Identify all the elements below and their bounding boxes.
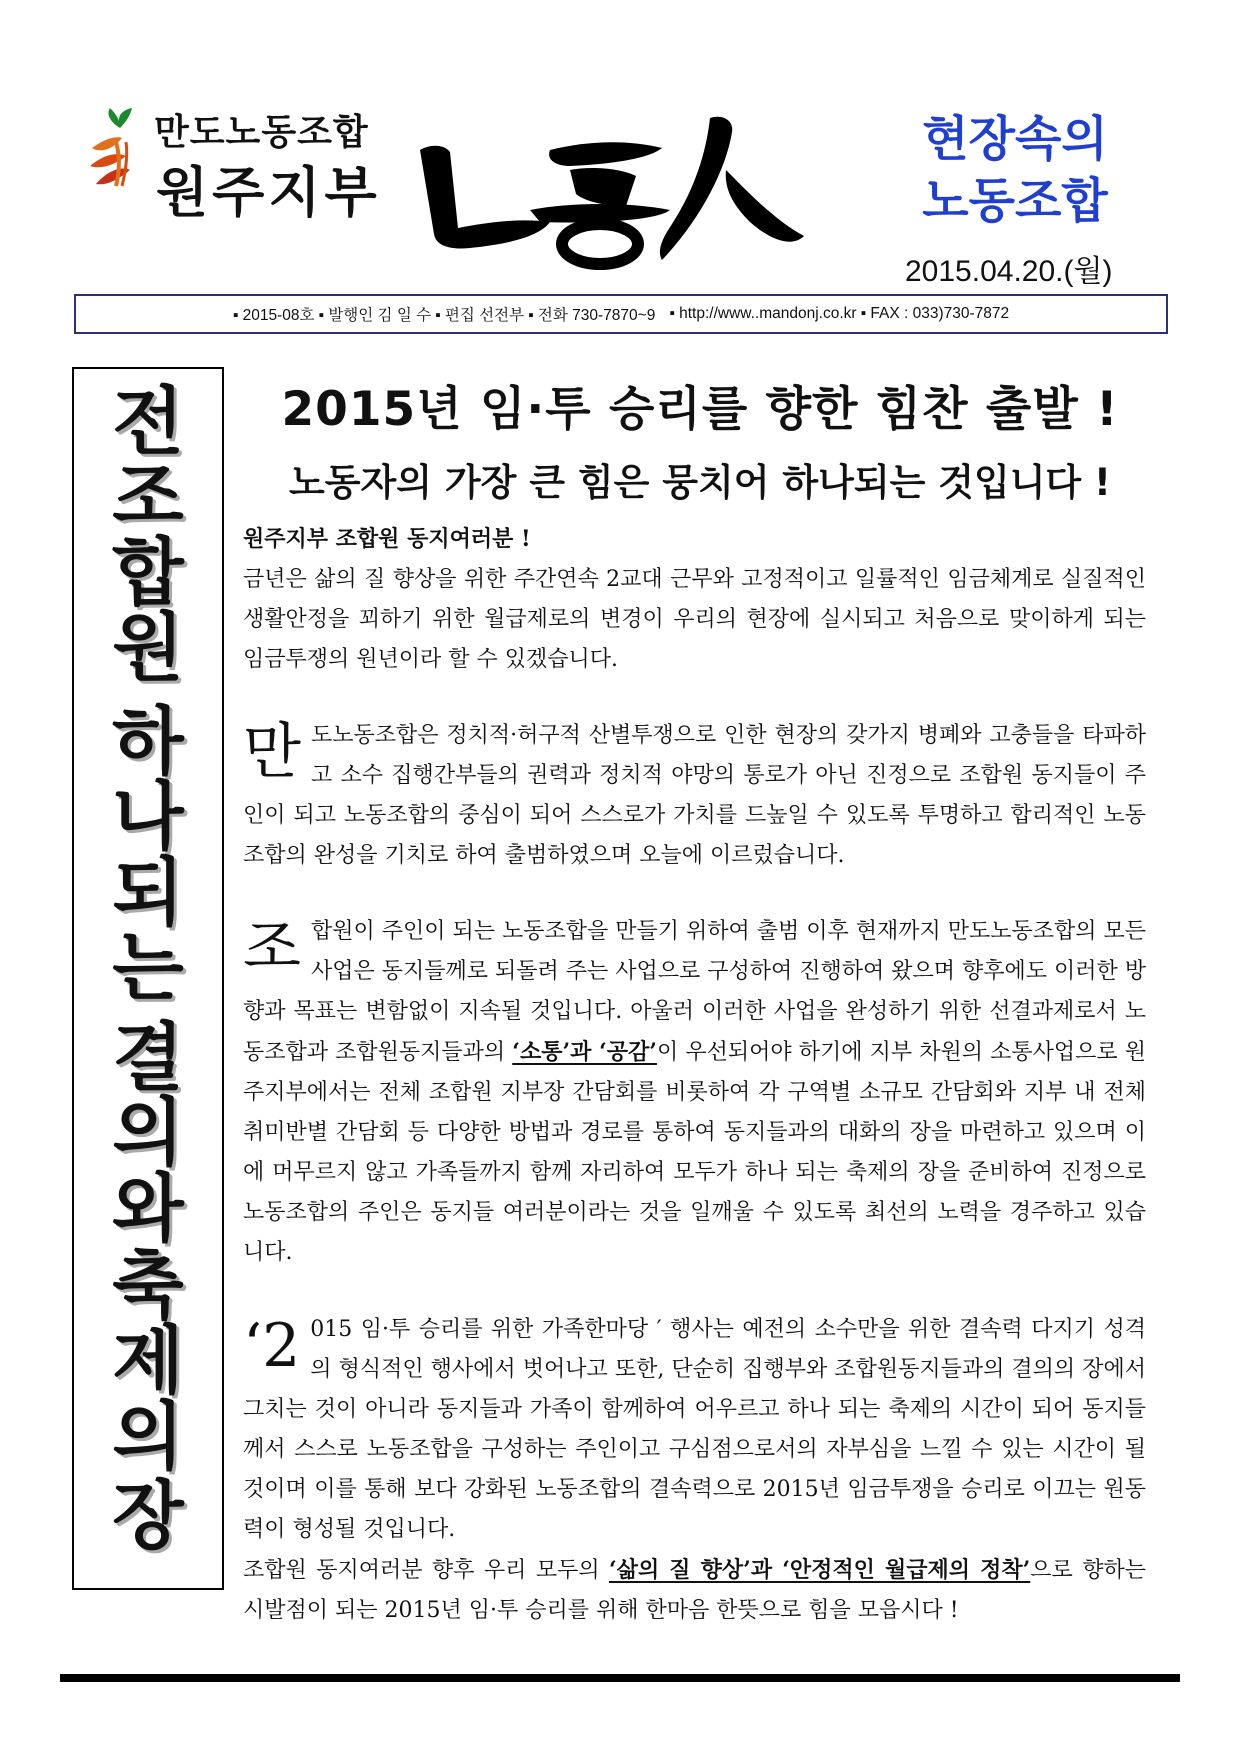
side-banner — [72, 367, 224, 1590]
paragraph-1 — [243, 716, 1146, 876]
slogan-line-2: 노동조합 — [922, 173, 1108, 229]
paragraph-text: 합원이 주인이 되는 노동조합을 만들기 위하여 출범 이후 현재까지 만도노동조합의 모든 사업은 동지들께로 되돌려 주는 사업으로 구성하여 진행하여 왔으며 향후에도 이러한 방향과 목표는 변함없이 지속될 것입니다. 아울러 이러한 사업을 완성하기 위한 선결과제로서 노동조합과 조합원동지들과의 — [243, 919, 1146, 1065]
banner-char: 조 — [112, 454, 184, 541]
paragraph-3 — [243, 1310, 1146, 1550]
bottom-rule — [60, 1674, 1180, 1682]
banner-char: 와 — [112, 1165, 184, 1252]
slogan-line-1: 현장속의 — [922, 111, 1108, 167]
headline: 2015년 임·투 승리를 향한 힘찬 출발 ! — [281, 382, 1119, 437]
banner-char: 합 — [112, 529, 184, 616]
emphasis-text: ‘소통’과 ‘공감’ — [512, 1039, 657, 1065]
banner-char: 나 — [112, 774, 184, 861]
publisher: ▪ 발행인 김 일 수 — [318, 307, 432, 324]
dropcap: 만 — [243, 717, 301, 787]
banner-char: 제 — [112, 1318, 184, 1405]
banner-word-2 — [74, 699, 222, 1012]
banner-chars — [74, 1015, 222, 1252]
banner-char: 의 — [112, 1090, 184, 1177]
issue-date: 2015.04.20.(월) — [905, 255, 1113, 288]
subheadline: 노동자의 가장 큰 힘은 뭉치어 하나되는 것입니다 ! — [289, 461, 1111, 504]
intro-paragraph: 금년은 삶의 질 향상을 위한 주간연속 2교대 근무와 고정적이고 일률적인 임금체계로 실질적인 생활안정을 꾀하기 위한 월급제로의 변경이 우리의 현장에 실시되고 처음으로 맞이하게 되는 임금투쟁의 원년이라 할 수 있겠습니다. — [243, 567, 1146, 672]
banner-char: 되 — [112, 849, 184, 936]
branch-name: 원주지부 — [156, 161, 381, 224]
paragraph-text: 도노동조합은 정치적·허구적 산별투쟁으로 인한 현장의 갖가지 병폐와 고충들을 타파하고 소수 집행간부들의 권력과 정치적 야망의 통로가 아닌 진정으로 조합원 동지들이 주인이 되고 노동조합의 중심이 되어 스스로가 가치를 드높일 수 있도록 투명하고 합리적인 노동조합의 완성을 기치로 하여 출범하였으며 오늘에 이르렀습니다. — [243, 723, 1146, 868]
publication-info-bar — [74, 294, 1168, 334]
banner-word-4 — [74, 1243, 222, 1480]
issue-number: ▪ 2015-08호 — [232, 307, 315, 324]
fax: ▪ FAX : 033)730-7872 — [860, 305, 1010, 322]
banner-word-3 — [74, 1015, 222, 1252]
paragraph-text: 조합원 동지여러분 향후 우리 모두의 — [243, 1558, 610, 1583]
slogan — [910, 108, 1120, 232]
dropcap: 조 — [243, 913, 301, 983]
banner-char: 하 — [112, 699, 184, 785]
phone: ▪ 전화 730-7870~9 — [528, 307, 656, 324]
banner-char: 는 — [112, 925, 184, 1012]
union-name: 만도노동조합 — [154, 112, 369, 153]
banner-word-1 — [74, 379, 222, 692]
banner-char: 전 — [112, 379, 184, 465]
banner-char: 의 — [112, 1393, 184, 1480]
banner-chars — [74, 1473, 222, 1559]
banner-chars — [74, 699, 222, 1012]
website-link[interactable]: ▪ http://www..mandonj.co.kr — [669, 305, 857, 322]
paragraph-text: 이 우선되어야 하기에 지부 차원의 소통사업으로 원주지부에서는 전체 조합원 지부장 간담회를 비롯하여 각 구역별 소규모 간담회와 지부 내 전체 취미반별 간담회 등 다양한 방법과 경로를 통하여 동지들과의 대화의 장을 마련하고 있으며 이에 머무르지 않고 가족들까지 함께 자리하여 모두가 하나 되는 축제의 장을 준비하여 진정으로 노동조합의 주인은 동지들 여러분이라는 것을 일깨울 수 있도록 최선의 노력을 경주하고 있습니다. — [243, 1040, 1146, 1265]
emphasis-text: ‘삶의 질 향상’과 ‘안정적인 월급제의 정착’ — [609, 1557, 1031, 1583]
masthead-logo — [400, 110, 810, 270]
greeting: 원주지부 조합원 동지여러분 ! — [243, 526, 531, 552]
dropcap: ‘2 — [243, 1311, 301, 1381]
union-logo-icon — [86, 108, 152, 188]
banner-char: 장 — [112, 1473, 184, 1559]
banner-char: 결 — [112, 1015, 184, 1101]
paragraph-text: 015 임·투 승리를 위한 가족한마당 ′ 행사는 예전의 소수만을 위한 결속력 다지기 성격의 형식적인 행사에서 벗어나고 또한, 단순히 집행부와 조합원동지들과의 결의의 장에서 그치는 것이 아니라 동지들과 가족이 함께하여 어우르고 하나 되는 축제의 시간이 되어 동지들께서 스스로 노동조합을 구성하는 주인이고 구심점으로서의 자부심을 느낄 수 있는 시간이 될 것이며 이를 통해 보다 강화된 노동조합의 결속력으로 2015년 임금투쟁을 승리로 이끄는 원동력이 형성될 것입니다. — [243, 1317, 1146, 1542]
banner-char: 원 — [112, 605, 184, 692]
banner-chars — [74, 379, 222, 692]
paragraph-text: 으로 향하는 시발점이 되는 2015년 임·투 승리를 위해 한마음 한뜻으로 힘을 모읍시다 ! — [243, 1558, 1146, 1623]
paragraph-2 — [243, 912, 1146, 1273]
editor: ▪ 편집 선전부 — [435, 307, 525, 324]
banner-word-5 — [74, 1473, 222, 1559]
banner-char: 축 — [112, 1243, 184, 1329]
closing-paragraph — [243, 1550, 1146, 1631]
banner-chars — [74, 1243, 222, 1480]
